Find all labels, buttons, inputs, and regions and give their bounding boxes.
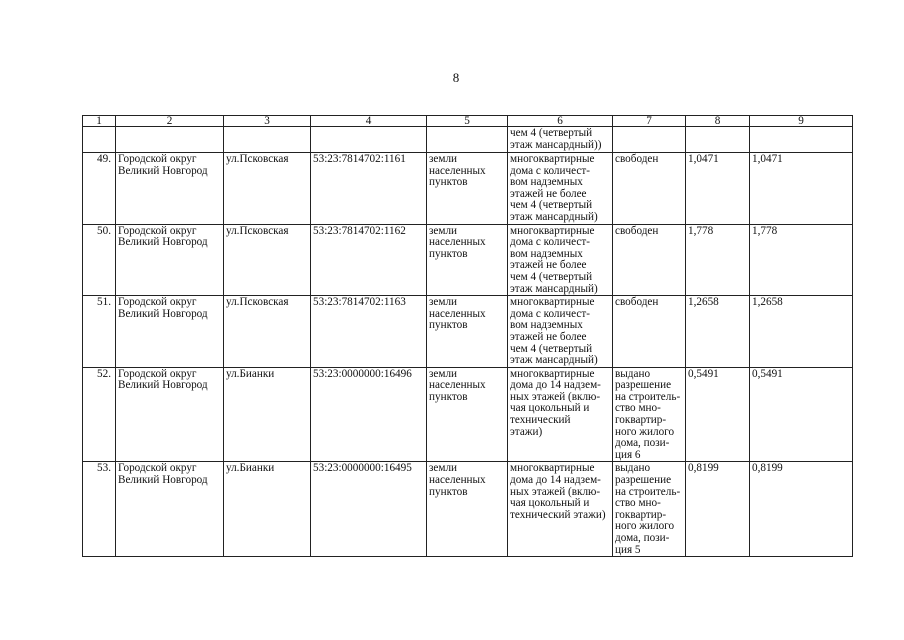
land-category-cell: земли населенных пунктов — [427, 462, 508, 557]
cadastral-number-cell: 53:23:7814702:1161 — [311, 153, 427, 225]
municipality-cell: Городской округ Великий Новгород — [116, 462, 224, 557]
row-number: 49. — [83, 153, 116, 225]
area-cell: 0,8199 — [750, 462, 853, 557]
area-cell: 1,2658 — [686, 296, 750, 368]
header-cell: 3 — [224, 116, 311, 127]
header-cell: 4 — [311, 116, 427, 127]
street-cell: ул.Бианки — [224, 367, 311, 462]
table-row — [83, 296, 853, 368]
land-category-cell: земли населенных пунктов — [427, 367, 508, 462]
permitted-use-cell: многоквартирные дома с количест- вом надземных этажей не более чем 4 (четвертый этаж мансардный) — [508, 153, 613, 225]
table-cell — [83, 127, 116, 153]
land-category-cell: земли населенных пунктов — [427, 296, 508, 368]
cadastral-number-cell: 53:23:7814702:1163 — [311, 296, 427, 368]
area-cell: 1,778 — [750, 224, 853, 296]
municipality-cell: Городской округ Великий Новгород — [116, 224, 224, 296]
land-category-cell: земли населенных пунктов — [427, 224, 508, 296]
municipality-cell: Городской округ Великий Новгород — [116, 153, 224, 225]
land-category-cell: земли населенных пунктов — [427, 153, 508, 225]
table-cell — [686, 127, 750, 153]
street-cell: ул.Псковская — [224, 153, 311, 225]
area-cell: 0,8199 — [686, 462, 750, 557]
municipality-cell: Городской округ Великий Новгород — [116, 296, 224, 368]
table-cell — [427, 127, 508, 153]
table-row — [83, 224, 853, 296]
status-cell: свободен — [613, 224, 686, 296]
street-cell: ул.Псковская — [224, 224, 311, 296]
table-cell — [613, 127, 686, 153]
area-cell: 0,5491 — [750, 367, 853, 462]
status-cell: выдано разрешение на строитель- ство мно- гоквартир- ного жилого дома, пози- ция 6 — [613, 367, 686, 462]
table-cell — [224, 127, 311, 153]
continuation-row — [83, 127, 853, 153]
permitted-use-cell: многоквартирные дома с количест- вом надземных этажей не более чем 4 (четвертый этаж мансардный) — [508, 224, 613, 296]
cadastral-number-cell: 53:23:7814702:1162 — [311, 224, 427, 296]
area-cell: 1,2658 — [750, 296, 853, 368]
header-cell: 1 — [83, 116, 116, 127]
row-number: 52. — [83, 367, 116, 462]
area-cell: 1,0471 — [750, 153, 853, 225]
status-cell: свободен — [613, 153, 686, 225]
page-number: 8 — [452, 70, 460, 85]
row-number: 50. — [83, 224, 116, 296]
status-cell: выдано разрешение на строитель- ство мно- гоквартир- ного жилого дома, пози- ция 5 — [613, 462, 686, 557]
table-cell — [116, 127, 224, 153]
permitted-use-cell: многоквартирные дома с количест- вом надземных этажей не более чем 4 (четвертый этаж мансардный) — [508, 296, 613, 368]
municipality-cell: Городской округ Великий Новгород — [116, 367, 224, 462]
cadastral-number-cell: 53:23:0000000:16495 — [311, 462, 427, 557]
street-cell: ул.Бианки — [224, 462, 311, 557]
table-cell — [311, 127, 427, 153]
header-cell: 9 — [750, 116, 853, 127]
header-cell: 2 — [116, 116, 224, 127]
header-cell: 6 — [508, 116, 613, 127]
header-cell: 5 — [427, 116, 508, 127]
street-cell: ул.Псковская — [224, 296, 311, 368]
table-cell: чем 4 (четвертый этаж мансардный)) — [508, 127, 613, 153]
table-row — [83, 153, 853, 225]
land-plot-table — [82, 115, 853, 557]
cadastral-number-cell: 53:23:0000000:16496 — [311, 367, 427, 462]
row-number: 53. — [83, 462, 116, 557]
header-row — [83, 116, 853, 127]
permitted-use-cell: многоквартирные дома до 14 надзем- ных этажей (вклю- чая цокольный и технический этажи) — [508, 367, 613, 462]
table-row — [83, 462, 853, 557]
table-cell — [750, 127, 853, 153]
area-cell: 1,778 — [686, 224, 750, 296]
permitted-use-cell: многоквартирные дома до 14 надзем- ных этажей (вклю- чая цокольный и технический этажи) — [508, 462, 613, 557]
status-cell: свободен — [613, 296, 686, 368]
header-cell: 8 — [686, 116, 750, 127]
table-row — [83, 367, 853, 462]
area-cell: 1,0471 — [686, 153, 750, 225]
row-number: 51. — [83, 296, 116, 368]
header-cell: 7 — [613, 116, 686, 127]
area-cell: 0,5491 — [686, 367, 750, 462]
